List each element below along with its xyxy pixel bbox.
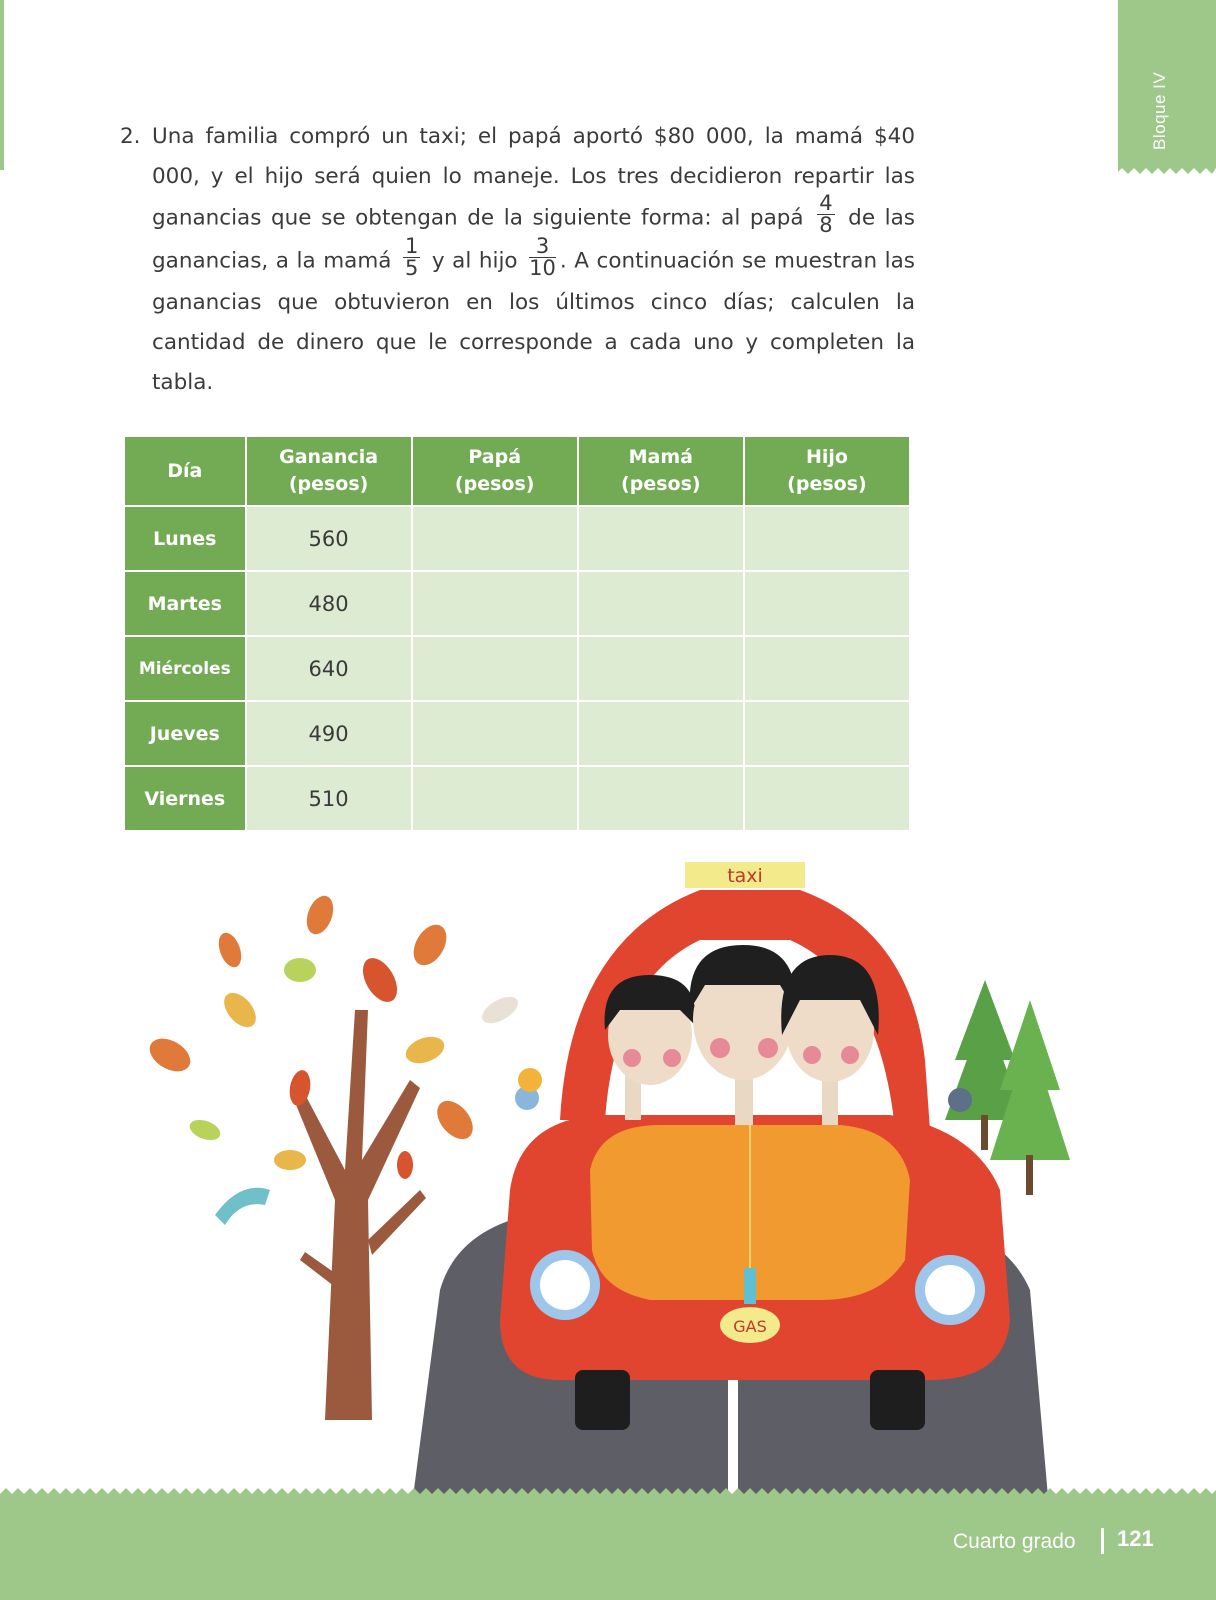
- fraction-den: 8: [819, 213, 833, 237]
- papa-answer-cell[interactable]: [413, 702, 577, 765]
- fraction-num: 3: [529, 236, 556, 258]
- table-row: [125, 767, 909, 830]
- taxi-sign-text: taxi: [727, 865, 763, 887]
- header-dia: [125, 437, 245, 505]
- hijo-answer-cell[interactable]: [745, 702, 909, 765]
- problem-part-3: y al hijo: [431, 248, 518, 274]
- zigzag-edge: [1118, 160, 1216, 180]
- header-mama: Mamá (pesos): [579, 437, 743, 505]
- fraction-num: 4: [819, 191, 833, 215]
- gas-tag-text: GAS: [733, 1317, 767, 1336]
- problem-number: 2.: [120, 124, 141, 149]
- footer-separator: [1101, 1528, 1104, 1554]
- fraction-hijo: [529, 236, 556, 279]
- page-number: 121: [1117, 1526, 1154, 1551]
- taxi-family-illustration: [0, 860, 1216, 1520]
- papa-answer-cell[interactable]: [413, 507, 577, 570]
- table-row: [125, 572, 909, 635]
- tire-left: [575, 1370, 630, 1430]
- day-cell: Lunes: [125, 507, 245, 570]
- problem-part-2: de las ganancias, a la mamá: [152, 205, 915, 274]
- hijo-answer-cell[interactable]: [745, 572, 909, 635]
- ganancia-cell: 560: [247, 507, 411, 570]
- papa-answer-cell[interactable]: [413, 767, 577, 830]
- mama-answer-cell[interactable]: [579, 507, 743, 570]
- day-cell: Jueves: [125, 702, 245, 765]
- day-cell: Martes: [125, 572, 245, 635]
- ganancia-cell: 490: [247, 702, 411, 765]
- fraction-mama: [403, 236, 420, 279]
- header-ganancia: Ganancia (pesos): [247, 437, 411, 505]
- mama-answer-cell[interactable]: [579, 637, 743, 700]
- hijo-answer-cell[interactable]: [745, 507, 909, 570]
- day-cell: Miércoles: [125, 637, 245, 700]
- bloque-label: Bloque IV: [1150, 71, 1169, 150]
- fraction-papa: [817, 193, 834, 236]
- mirror-right: [948, 1088, 972, 1112]
- fraction-den: 10: [529, 256, 556, 280]
- fraction-num: 1: [404, 234, 419, 258]
- problem-part-4: . A continuación se muestran las ganancias que obtuvieron en los últimos cinco días; calculen la cantidad de dinero que le corresponde a cada uno y completen la tabla.: [152, 248, 915, 395]
- mama-answer-cell[interactable]: [579, 767, 743, 830]
- problem-text: [120, 117, 915, 403]
- ganancia-cell: 480: [247, 572, 411, 635]
- ganancia-cell: 640: [247, 637, 411, 700]
- left-edge-strip: [0, 0, 4, 170]
- papa-answer-cell[interactable]: [413, 637, 577, 700]
- earnings-table: [123, 435, 911, 832]
- header-label: Día: [167, 459, 203, 482]
- hijo-answer-cell[interactable]: [745, 767, 909, 830]
- header-hijo: Hijo (pesos): [745, 437, 909, 505]
- table-row: [125, 702, 909, 765]
- mama-answer-cell[interactable]: [579, 702, 743, 765]
- ganancia-cell: 510: [247, 767, 411, 830]
- table-header-row: [125, 437, 909, 505]
- day-cell: Viernes: [125, 767, 245, 830]
- tire-right: [870, 1370, 925, 1430]
- zigzag-top: [0, 1488, 1216, 1502]
- table-row: [125, 637, 909, 700]
- papa-answer-cell[interactable]: [413, 572, 577, 635]
- problem-part-1: Una familia compró un taxi; el papá aportó $80 000, la mamá $40 000, y el hijo será quien lo maneje. Los tres decidieron repartir las ganancias que se obtengan de la siguiente forma: al papá: [152, 124, 915, 231]
- hijo-answer-cell[interactable]: [745, 637, 909, 700]
- footer-grade: Cuarto grado: [953, 1530, 1076, 1553]
- table-row: [125, 507, 909, 570]
- bloque-tab: [1118, 0, 1216, 168]
- mama-answer-cell[interactable]: [579, 572, 743, 635]
- fraction-den: 5: [404, 256, 419, 280]
- header-papa: Papá (pesos): [413, 437, 577, 505]
